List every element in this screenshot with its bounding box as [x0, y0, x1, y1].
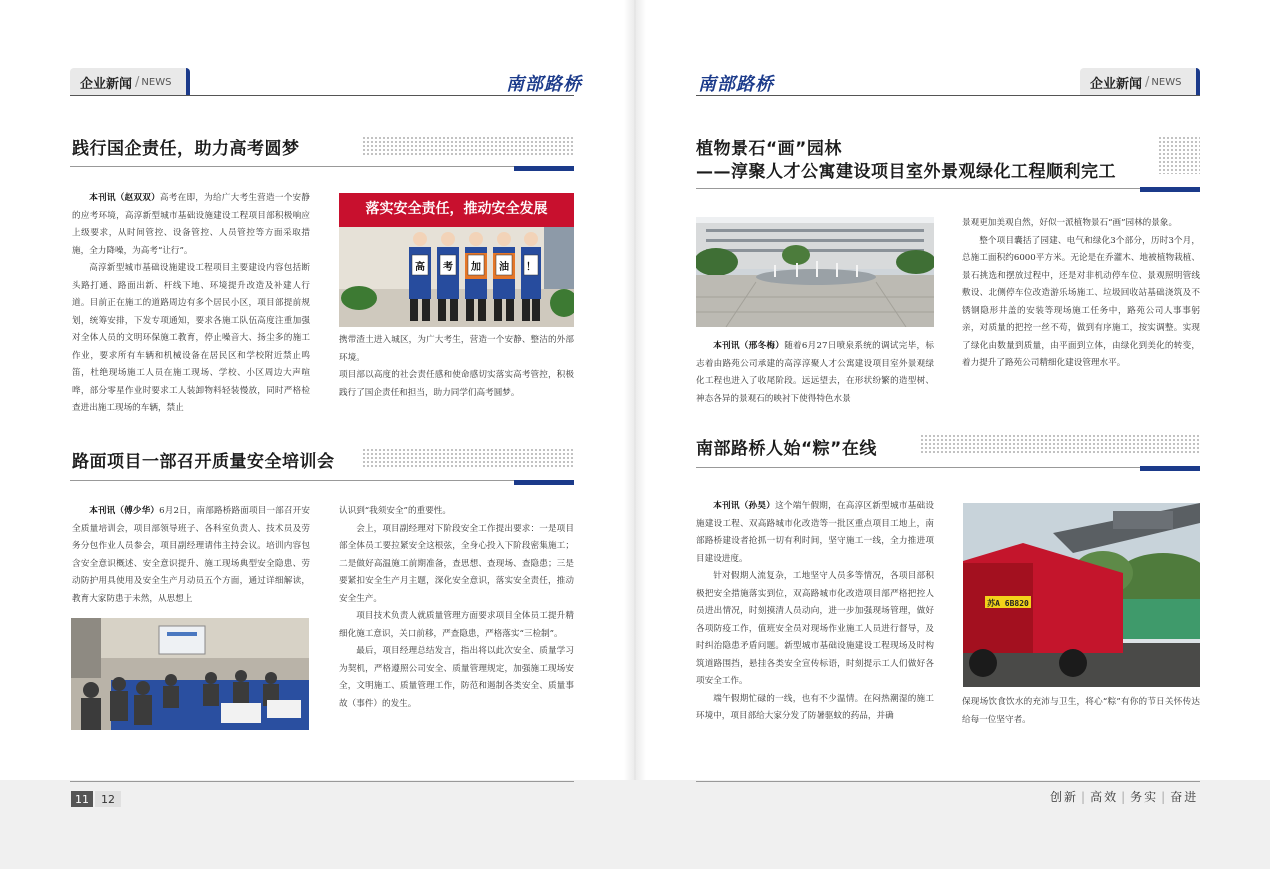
section-label-en: NEWS [1151, 76, 1182, 88]
slogan-word: 务实 [1130, 790, 1159, 804]
photo-board-text: 考 [443, 262, 453, 273]
section-slash: / [1145, 74, 1150, 90]
section-label: 企业新闻 [80, 76, 133, 92]
title-rule [696, 467, 1200, 468]
paragraph: 针对假期人流复杂，工地坚守人员多等情况，各项目部积极把安全措施落实到位，双高路城市化改造项目部严格把控人员进出情况，时刻摸清人员动向，进一步加强现场管理，做好各项防疫工作，值班安全员对现场作业施工人员进行督导，及时纠治隐患矛盾问题。新型城市基础设施建设工程现场及时构筑道路围挡，悬挂各类安全宣传标语，时刻提示工人们做好各项安全工作。 [696, 571, 934, 686]
title-accent-bar [1140, 187, 1200, 192]
license-plate-text: 苏A 6B820 [987, 599, 1029, 608]
paragraph [72, 503, 310, 608]
section-slash: / [135, 74, 140, 90]
right-page [646, 0, 1246, 869]
training-meeting-photo [71, 618, 309, 730]
article-column [962, 694, 1200, 729]
byline: 本刊讯（赵双双） [89, 193, 160, 203]
left-page [0, 0, 600, 869]
article-column [72, 190, 310, 418]
paragraph [72, 190, 310, 260]
photo-board-text: ！ [526, 262, 536, 273]
photo-board-text: 油 [499, 262, 509, 273]
paragraph: 端午假期忙碌的一线，也有不少温情。在闷热潮湿的施工环境中，项目部给大家分发了防暑驱蚊的药品，并确 [696, 693, 934, 721]
article-photo [696, 217, 934, 327]
section-tab [70, 68, 190, 96]
article-title: 植物景石“画”园林 [696, 139, 842, 159]
title-rule [70, 166, 574, 167]
article-title: 南部路桥人始“粽”在线 [696, 439, 877, 459]
title-accent-bar [1140, 466, 1200, 471]
masthead-logo: 南部路桥 [698, 74, 774, 95]
article-subtitle: ——淳聚人才公寓建设项目室外景观绿化工程顺利完工 [696, 162, 1116, 182]
paragraph: 会上，项目副经理对下阶段安全工作提出要求：一是项目部全体员工要拉紧安全这根弦，全身心投入下阶段密集施工；二是做好高温施工前期准备，查思想、查现场、查隐患；三是要紧扣安全生产月主题，深化安全意识，落实安全责任，推动安全生产。 [339, 523, 574, 604]
landscape-fountain-photo [696, 217, 934, 327]
section-label: 企业新闻 [1090, 76, 1143, 92]
footer-rule [696, 781, 1200, 782]
title-dot-pattern [1158, 136, 1200, 174]
slogan-divider: | [1081, 790, 1088, 804]
article-column [696, 498, 934, 726]
paragraph: 高淳新型城市基础设施建设工程项目主要建设内容包括断头路打通、路面出新、杆线下地、环境提升改造及补建人行道。目前正在施工的道路周边有多个居民小区，项目部提前规划，统筹安排，下发专项通知，要求各施工队伍高度注重加强对全体人员的文明环保施工教育，停止噪音大、扬尘多的施工作业，要求所有车辆和机械设备在居民区和学校附近禁止鸣笛，杜绝现场施工人员在施工现场、学校、小区周边大声喧哗，部分零星作业时要求工人装卸物料轻装慢放，同时严格检查进出施工现场的车辆，禁止 [72, 263, 310, 413]
byline: 本刊讯（邢冬梅） [713, 341, 785, 351]
page-gutter [624, 0, 646, 869]
slogan [1050, 788, 1198, 805]
title-accent-bar [514, 166, 574, 171]
title-dot-pattern [362, 448, 574, 468]
title-dot-pattern [920, 434, 1200, 454]
article-photo [963, 503, 1200, 687]
paragraph-text: 高考在即，为给广大考生营造一个安静的应考环境，高淳新型城市基础设施建设工程项目部积极响应上级要求，从时间管控、设备管控、人员管控等方面采取措施，全力降噪，为高考“让行”。 [72, 193, 310, 256]
title-rule [696, 188, 1200, 189]
slogan-word: 高效 [1090, 790, 1119, 804]
title-accent-bar [514, 480, 574, 485]
title-rule [70, 480, 574, 481]
photo-board-text: 加 [471, 262, 481, 273]
byline: 本刊讯（孙昊） [713, 501, 776, 511]
article-photo [339, 193, 574, 327]
paragraph: 项目技术负责人就质量管理方面要求项目全体员工提升精细化施工意识，关口前移，严查隐患，严格落实“三检制”。 [339, 611, 574, 639]
header-rule [70, 95, 574, 96]
article-photo [71, 618, 309, 730]
slogan-word: 奋进 [1170, 790, 1199, 804]
paragraph: 最后，项目经理总结发言，指出将以此次安全、质量学习为契机，严格遵照公司安全、质量管理规定，加强施工现场安全，文明施工、质量管理工作，防范和遏制各类安全、质量事故（事件）的发生。 [339, 646, 574, 709]
paragraph: 认识到“我须安全”的重要性。 [339, 506, 451, 516]
paragraph [696, 338, 934, 408]
paragraph-text: 这个端午假期，在高淳区新型城市基础设施建设工程、双高路城市化改造等一批区重点项目工地上，南部路桥建设者抢抓一切有利时间，坚守施工一线，全力推进项目建设进度。 [696, 501, 934, 564]
title-dot-pattern [362, 136, 574, 156]
paragraph: 保现场饮食饮水的充沛与卫生，将心“粽”有你的节日关怀传达给每一位坚守者。 [962, 697, 1200, 725]
slogan-divider: | [1121, 790, 1128, 804]
paving-truck-photo [963, 503, 1200, 687]
paragraph: 携带渣土进入城区，为广大考生，营造一个安静、整洁的外部环境。 [339, 335, 574, 363]
paragraph [696, 498, 934, 568]
slogan-divider: | [1161, 790, 1168, 804]
photo-banner-text: 落实安全责任，推动安全发展 [365, 201, 548, 217]
page-number: 11 [71, 791, 93, 807]
article-column [339, 332, 574, 402]
footer-rule [70, 781, 574, 782]
article-column [72, 503, 310, 608]
paragraph-text: 随着6月27日喷泉系统的调试完毕，标志着由路苑公司承建的高淳淳聚人才公寓建设项目室外景观绿化工程也进入了收尾阶段。远远望去，在形状纷繁的造型树、神态各异的景观石的映衬下使得特色水景 [696, 341, 934, 404]
photo-board-text: 高 [415, 262, 425, 273]
header-rule [696, 95, 1200, 96]
article-column [696, 338, 934, 408]
article-title: 践行国企责任，助力高考圆梦 [72, 139, 300, 159]
masthead-logo: 南部路桥 [506, 74, 582, 95]
slogan-word: 创新 [1050, 790, 1079, 804]
page-number: 12 [95, 791, 121, 807]
article-title: 路面项目一部召开质量安全培训会 [72, 452, 335, 472]
paragraph-text: 6月2日，南部路桥路面项目一部召开安全质量培训会，项目部领导班子、各科室负责人、技术员及劳务分包作业人员参会，项目副经理请伟主持会议。培训内容包含安全意识概述、安全意识提升、施工现场典型安全隐患、劳动防护用具使用及安全生产月动员五个方面，通过详细解读，教育大家防患于未然，从思想上 [72, 506, 310, 604]
section-label-en: NEWS [141, 76, 172, 88]
paragraph: 景观更加美观自然，好似一派植物景石“画”园林的景象。 [962, 218, 1178, 228]
paragraph: 整个项目囊括了园建、电气和绿化3个部分，历时3个月，总施工面积约6000平方米。无论是在乔灌木、地被植物栽植、景石挑选和摆放过程中，还是对非机动停车位、景观照明管线敷设、北侧停车位改造游乐场施工、垃圾回收站基础浇筑及不锈钢隐形井盖的安装等现场施工任务中，路苑公司人事事躬亲，对质量的把控一丝不苟，做到有序施工，按实调整。实现了绿化由数量到质量，由平面到立体，由绿化到美化的转变，着力提升了路苑公司精细化建设管理水平。 [962, 235, 1200, 368]
section-tab [1080, 68, 1200, 96]
article-column [339, 503, 574, 713]
paragraph: 项目部以高度的社会责任感和使命感切实落实高考管控，积极践行了国企责任和担当，助力同学们高考圆梦。 [339, 370, 574, 398]
article-column [962, 215, 1200, 373]
byline: 本刊讯（傅少华） [89, 506, 160, 516]
